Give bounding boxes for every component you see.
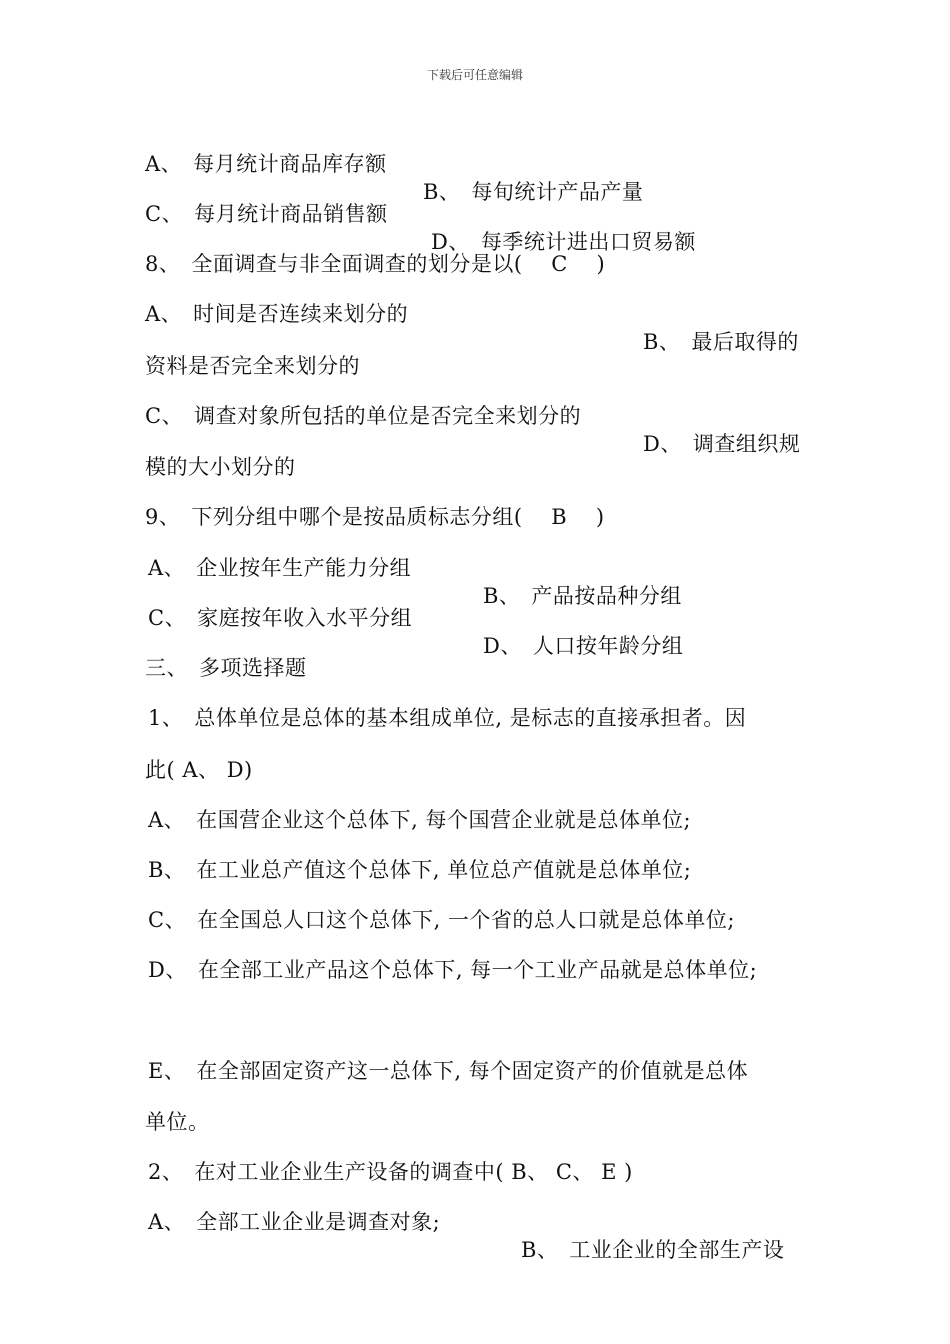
text-line: A、 时间是否连续来划分的 B、 最后取得的 (145, 302, 799, 354)
text-line: A、 企业按年生产能力分组 B、 产品按品种分组 (148, 556, 682, 608)
text-line: 资料是否完全来划分的 (145, 354, 360, 378)
text-line: C、 每月统计商品销售额 D、 每季统计进出口贸易额 (145, 202, 696, 254)
text-line: E、 在全部固定资产这一总体下, 每个固定资产的价值就是总体 (148, 1059, 749, 1083)
page-header: 下载后可任意编辑 (426, 68, 523, 82)
text-line: 单位。 (145, 1110, 210, 1134)
text-line: C、 在全国总人口这个总体下, 一个省的总人口就是总体单位; (148, 908, 735, 932)
text-line: 此( A、 D) (145, 758, 253, 782)
text-line: B、 在工业总产值这个总体下, 单位总产值就是总体单位; (148, 858, 692, 882)
question-2: 2、 在对工业企业生产设备的调查中( B、 C、 E ) (148, 1160, 633, 1184)
question-8: 8、 全面调查与非全面调查的划分是以( C ) (145, 252, 606, 276)
text-line: 模的大小划分的 (145, 455, 296, 479)
text-line: C、 调查对象所包括的单位是否完全来划分的 D、 调查组织规 (145, 404, 801, 456)
text-line: C、 家庭按年收入水平分组 D、 人口按年龄分组 (148, 606, 684, 658)
text-line: A、 全部工业企业是调查对象; B、 工业企业的全部生产设 (148, 1210, 785, 1262)
text-line: D、 在全部工业产品这个总体下, 每一个工业产品就是总体单位; (148, 958, 758, 982)
question-1: 1、 总体单位是总体的基本组成单位, 是标志的直接承担者。因 (148, 706, 747, 730)
section-heading: 三、 多项选择题 (145, 656, 307, 680)
question-9: 9、 下列分组中哪个是按品质标志分组( B ) (145, 505, 605, 529)
text-line: A、 每月统计商品库存额 B、 每旬统计产品产量 (145, 152, 644, 204)
text-line: A、 在国营企业这个总体下, 每个国营企业就是总体单位; (148, 808, 692, 832)
